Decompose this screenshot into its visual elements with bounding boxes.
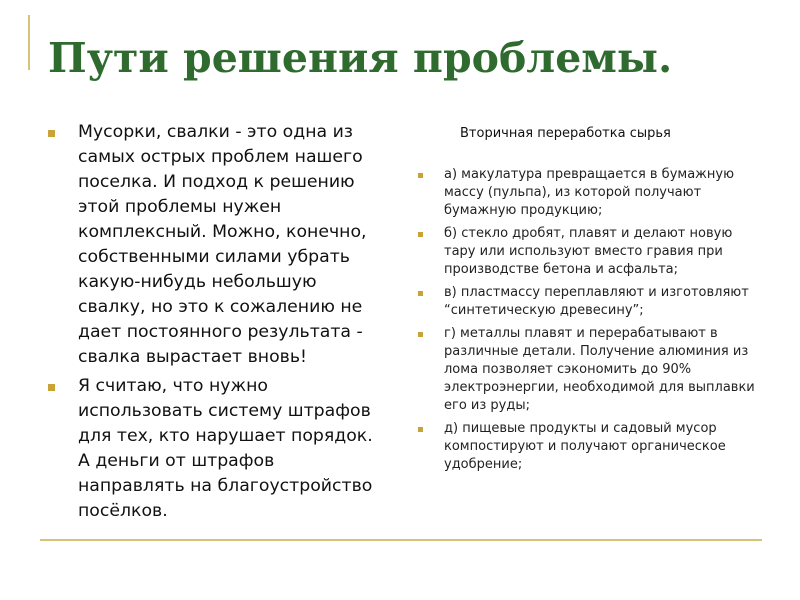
list-item-text: а) макулатура превращается в бумажную массу (пульпа), из которой получают бумажную продукцию; <box>444 167 735 218</box>
list-item-text: в) пластмассу переплавляют и изготовляют “синтетическую древесину”; <box>444 285 749 318</box>
list-item-text: Мусорки, свалки - это одна из самых острых проблем нашего поселка. И подход к решению этой проблемы нужен комплексный. Можно, конечно, собственными силами убрать какую-нибудь небольшую свалку, но это к сожалению не дает постоянного результата - свалка вырастает вновь! <box>78 122 367 367</box>
title-accent-rule <box>28 15 38 70</box>
list-item-text: б) стекло дробят, плавят и делают новую тару или используют вместо гравия при производстве бетона и асфальта; <box>444 226 733 277</box>
square-bullet-icon <box>418 427 423 432</box>
square-bullet-icon <box>418 173 423 178</box>
square-bullet-icon <box>48 130 55 137</box>
list-item-text: г) металлы плавят и перерабатывают в различные детали. Получение алюминия из лома позволяет сэкономить до 90% электроэнергии, необходимой для выплавки его из руды; <box>444 326 755 413</box>
list-item <box>418 225 758 279</box>
list-item <box>418 284 758 320</box>
list-item-text: д) пищевые продукты и садовый мусор компостируют и получают органическое удобрение; <box>444 421 726 472</box>
square-bullet-icon <box>418 332 423 337</box>
list-item <box>418 166 758 220</box>
list-item <box>48 374 378 524</box>
right-column-heading: Вторичная переработка сырья <box>460 126 671 141</box>
right-column <box>418 166 758 479</box>
list-item <box>418 420 758 474</box>
square-bullet-icon <box>418 232 423 237</box>
bottom-divider <box>40 539 762 541</box>
square-bullet-icon <box>48 384 55 391</box>
list-item <box>418 325 758 415</box>
list-item-text: Я считаю, что нужно использовать систему штрафов для тех, кто нарушает порядок. А деньги от штрафов направлять на благоустройство посёлков. <box>78 376 373 521</box>
square-bullet-icon <box>418 291 423 296</box>
left-column <box>48 120 378 528</box>
slide-title: Пути решения проблемы. <box>48 34 673 82</box>
list-item <box>48 120 378 370</box>
